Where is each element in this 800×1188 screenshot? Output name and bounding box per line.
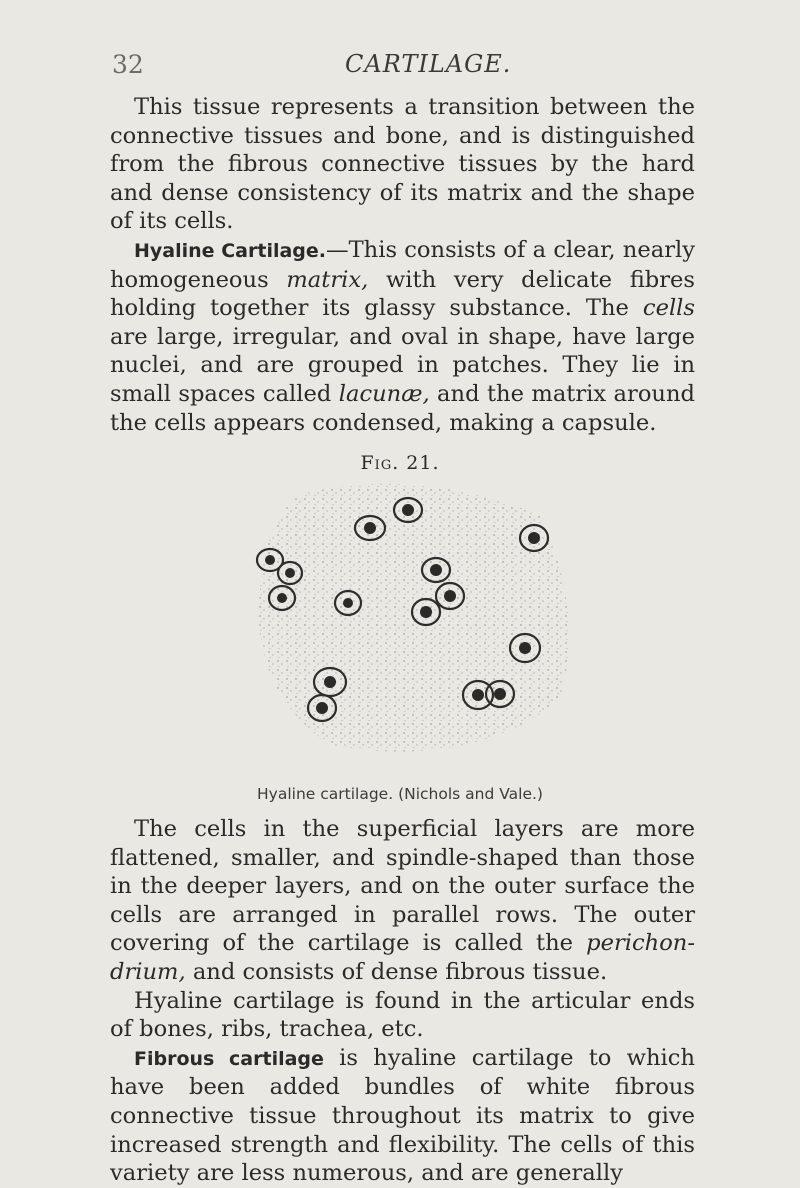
paragraph-location: Hyaline cartilage is found in the articular ends of bones, ribs, trachea, etc. [110, 987, 695, 1043]
term-cells: cells [642, 295, 695, 322]
paragraph-superficial-layers: The cells in the superficial layers are more flattened, smaller, and spindle-shaped than those in the deeper layers, and on the outer surface the cells are arranged in parallel rows. The outer covering of the cartilage is called the perichon-drium, and consists of dense fibrous tissue. [110, 816, 695, 985]
running-title: CARTILAGE. [345, 50, 512, 78]
text-block-top [110, 93, 695, 437]
term-lacunae: lacunæ, [338, 380, 430, 407]
term-matrix: matrix, [286, 266, 369, 293]
paragraph-fibrous: Fibrous cartilage is hyaline cartilage to which have been added bundles of white fibrous connective tissue throughout its matrix to give increased strength and flexibility. The cells of this variety are less numerous, and are generally [110, 1044, 695, 1187]
figure-label: Fig. 21. [360, 452, 440, 474]
section-heading-hyaline: Hyaline Cartilage. [134, 239, 326, 262]
page-number: 32 [112, 50, 144, 79]
figure-hyaline-cartilage-illustration [240, 470, 580, 770]
running-head [0, 50, 800, 80]
term-perichondrium: perichon-drium, [110, 930, 695, 985]
section-heading-fibrous: Fibrous cartilage [134, 1047, 324, 1070]
paragraph-hyaline: Hyaline Cartilage.—This consists of a clear, nearly homogeneous matrix, with very delicate fibres holding together its glassy substance. The cells are large, irregular, and oval in shape, have large nuclei, and are grouped in patches. They lie in small spaces called lacunæ, and the matrix around the cells appears condensed, making a capsule. [110, 236, 695, 436]
figure-caption: Hyaline cartilage. (Nichols and Vale.) [257, 785, 543, 803]
cartilage-illustration [240, 470, 580, 770]
paragraph-intro: This tissue represents a transition between the connective tissues and bone, and is distinguished from the fibrous connective tissues by the hard and dense consistency of its matrix and the shape of its cells. [110, 94, 695, 235]
text-block-bottom [110, 815, 695, 1188]
